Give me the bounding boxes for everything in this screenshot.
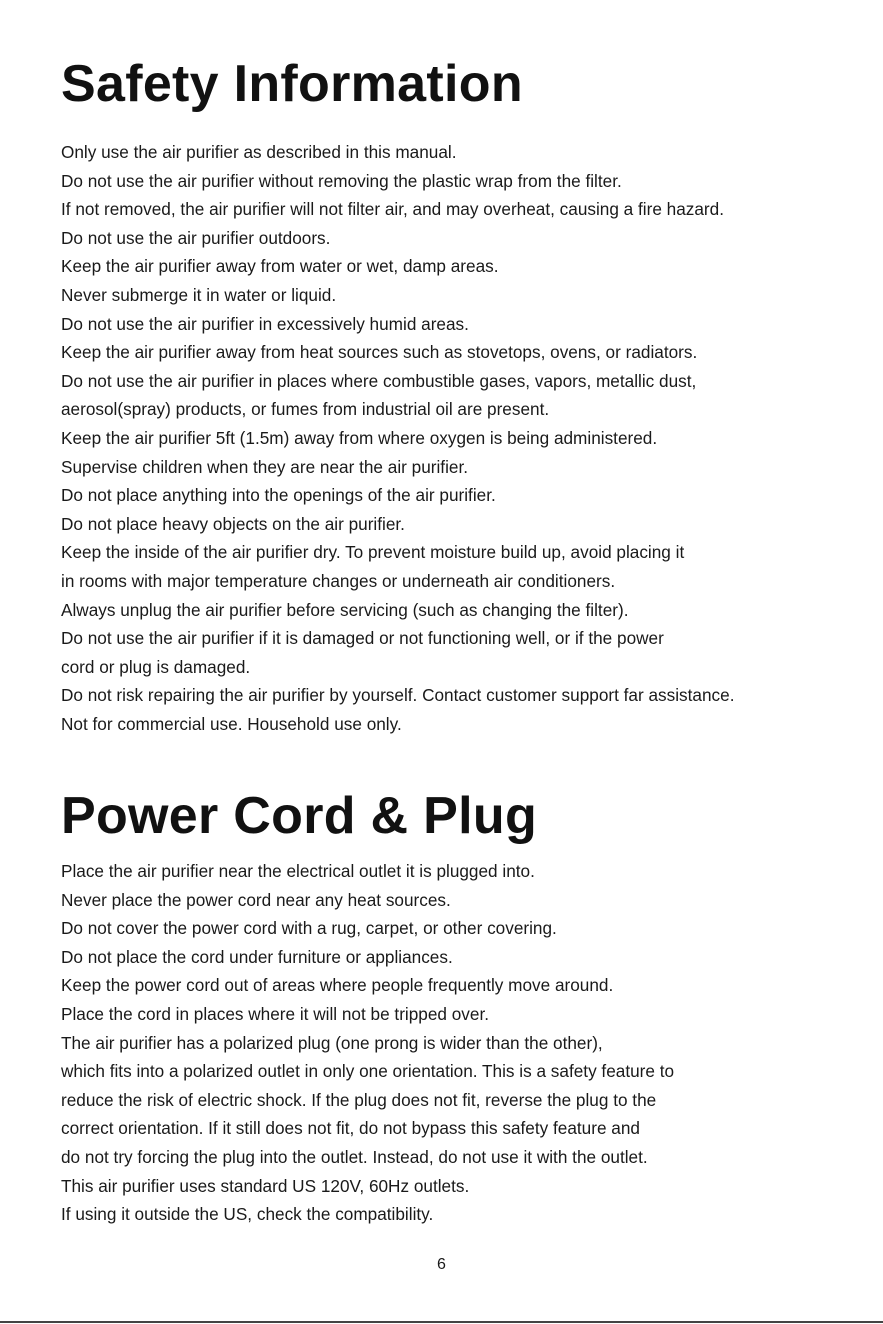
safety-information-list [61,138,734,738]
safety-line: Always unplug the air purifier before servicing (such as changing the filter). [61,599,629,620]
safety-line: Keep the air purifier away from water or wet, damp areas. [61,256,499,277]
safety-information-heading: Safety Information [61,55,523,113]
bottom-divider [0,1321,883,1323]
safety-line: Do not risk repairing the air purifier by yourself. Contact customer support far assistance. [61,685,735,706]
power-line: Do not place the cord under furniture or appliances. [61,946,453,967]
power-line: Do not cover the power cord with a rug, carpet, or other covering. [61,918,557,939]
safety-line: Supervise children when they are near the air purifier. [61,456,468,477]
power-cord-plug-heading: Power Cord & Plug [61,787,538,845]
safety-line: Do not place heavy objects on the air purifier. [61,513,405,534]
safety-line: in rooms with major temperature changes or underneath air conditioners. [61,570,616,591]
safety-line: Do not use the air purifier if it is damaged or not functioning well, or if the power [61,628,664,649]
power-line: correct orientation. If it still does not fit, do not bypass this safety feature and [61,1118,640,1139]
safety-line: Do not use the air purifier outdoors. [61,227,331,248]
safety-line: cord or plug is damaged. [61,656,251,677]
page-number: 6 [437,1256,446,1273]
safety-line: Do not use the air purifier in excessively humid areas. [61,313,469,334]
power-line: reduce the risk of electric shock. If the plug does not fit, reverse the plug to the [61,1089,657,1110]
safety-line: Keep the air purifier 5ft (1.5m) away from where oxygen is being administered. [61,427,658,448]
power-line: Place the air purifier near the electrical outlet it is plugged into. [61,861,535,881]
power-line: Place the cord in places where it will not be tripped over. [61,1003,490,1024]
power-line: This air purifier uses standard US 120V, 60Hz outlets. [61,1175,470,1196]
safety-line: Never submerge it in water or liquid. [61,284,337,305]
power-cord-plug-list [61,857,674,1229]
safety-line: Do not use the air purifier in places where combustible gases, vapors, metallic dust, [61,370,697,391]
safety-line: Only use the air purifier as described in this manual. [61,142,457,162]
power-line: Keep the power cord out of areas where people frequently move around. [61,975,614,996]
power-line: If using it outside the US, check the compatibility. [61,1204,434,1225]
power-line: The air purifier has a polarized plug (one prong is wider than the other), [61,1032,603,1053]
power-line: which fits into a polarized outlet in only one orientation. This is a safety feature to [61,1061,675,1082]
safety-line: Do not place anything into the openings of the air purifier. [61,485,496,506]
power-line: do not try forcing the plug into the outlet. Instead, do not use it with the outlet. [61,1146,648,1167]
power-line: Never place the power cord near any heat sources. [61,889,451,910]
safety-line: aerosol(spray) products, or fumes from industrial oil are present. [61,399,550,420]
safety-line: Keep the inside of the air purifier dry. To prevent moisture build up, avoid placing it [61,542,685,563]
safety-line: Not for commercial use. Household use only. [61,713,402,734]
safety-line: If not removed, the air purifier will not filter air, and may overheat, causing a fire hazard. [61,199,724,220]
safety-line: Do not use the air purifier without removing the plastic wrap from the filter. [61,170,622,191]
safety-line: Keep the air purifier away from heat sources such as stovetops, ovens, or radiators. [61,342,698,363]
